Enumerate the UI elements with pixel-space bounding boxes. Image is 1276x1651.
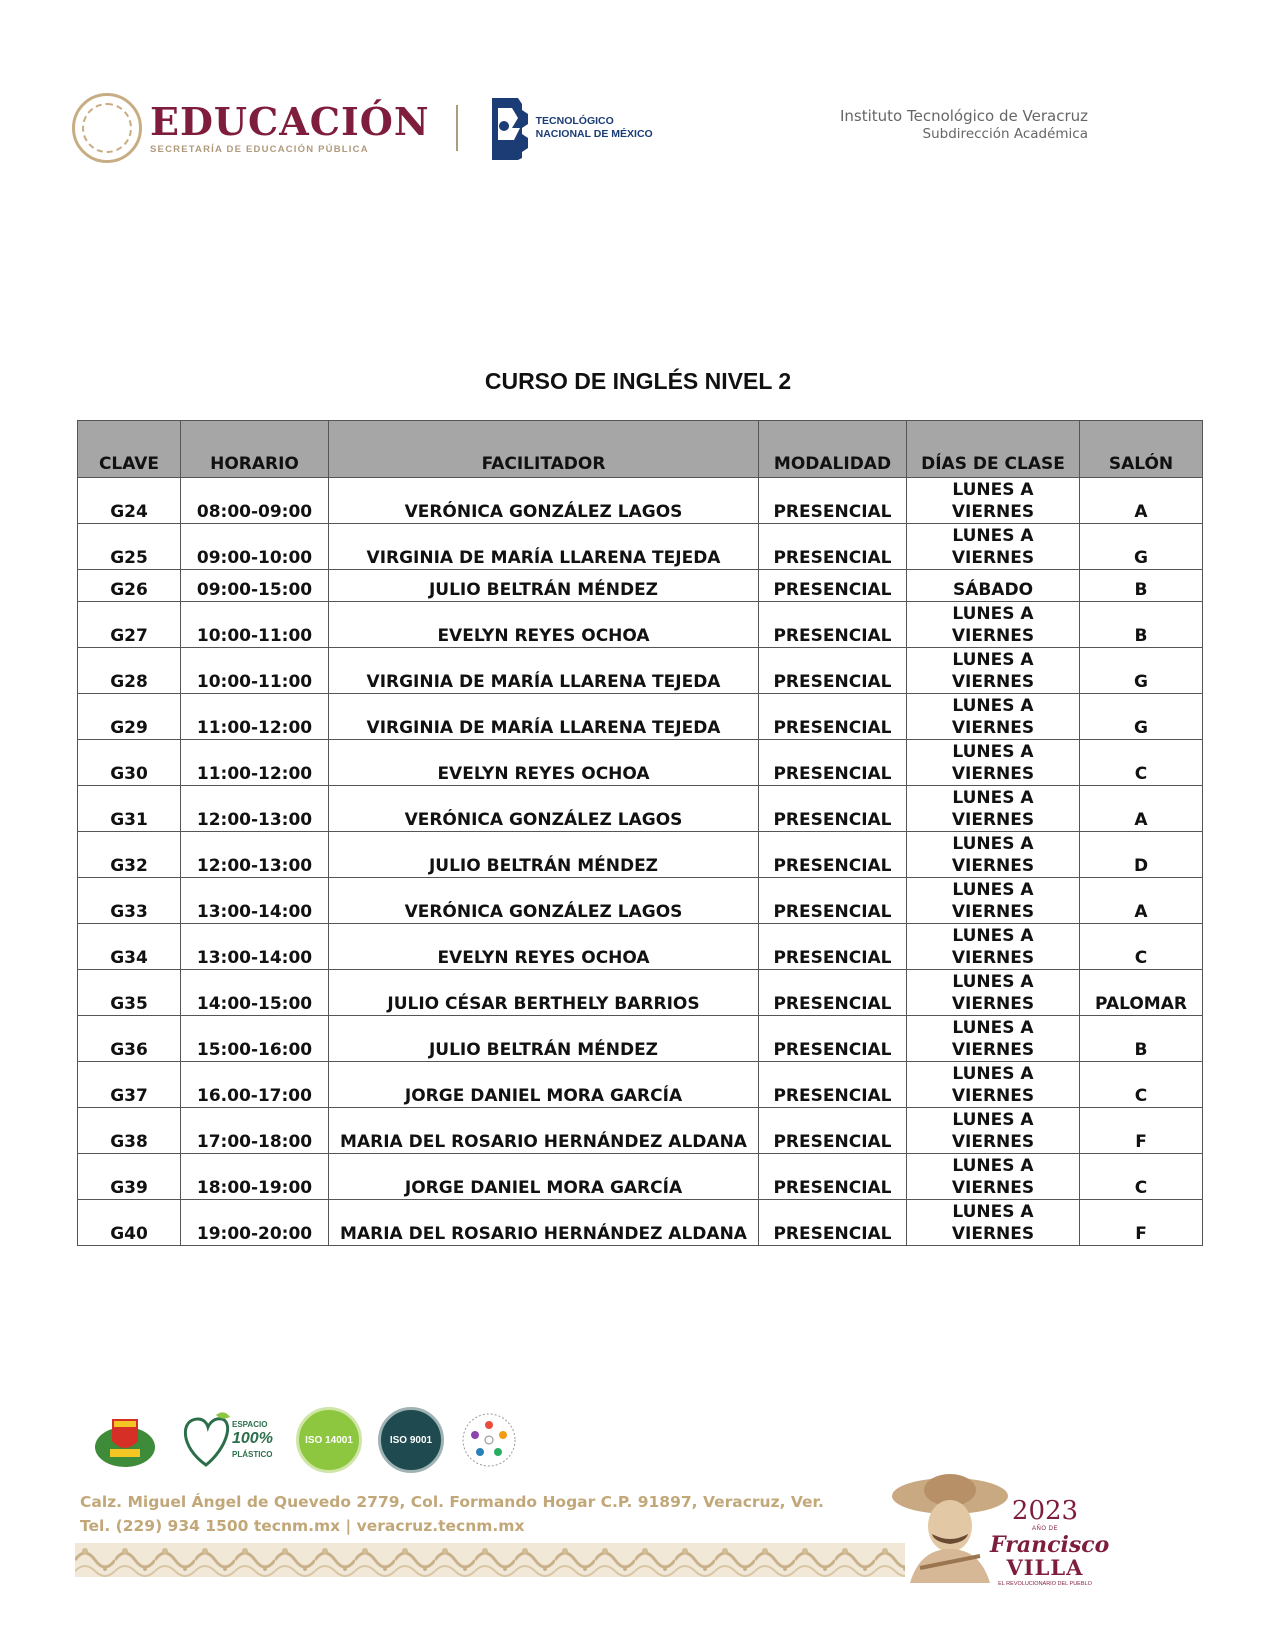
col-modalidad-header: MODALIDAD	[759, 421, 907, 478]
tecnm-gear-icon	[482, 94, 530, 162]
table-row	[78, 878, 1203, 924]
address-line: Calz. Miguel Ángel de Quevedo 2779, Col. Formando Hogar C.P. 91897, Veracruz, Ver.	[80, 1493, 824, 1511]
cell-dias: LUNES A VIERNES	[907, 1062, 1080, 1108]
col-facilitador-header: FACILITADOR	[329, 421, 759, 478]
cell-dias: LUNES A VIERNES	[907, 602, 1080, 648]
table-row	[78, 1062, 1203, 1108]
educacion-title: EDUCACIÓN	[150, 98, 430, 144]
villa-subtitle: EL REVOLUCIONARIO DEL PUEBLO	[998, 1581, 1092, 1587]
plastic-free-icon	[176, 1409, 280, 1471]
cell-horario: 12:00-13:00	[181, 786, 329, 832]
itv-shield-icon	[90, 1409, 160, 1471]
cell-dias: LUNES A VIERNES	[907, 1200, 1080, 1246]
cell-horario: 16.00-17:00	[181, 1062, 329, 1108]
cell-clave: G37	[78, 1062, 181, 1108]
cell-clave: G31	[78, 786, 181, 832]
cell-salon: A	[1080, 786, 1203, 832]
cell-modalidad: PRESENCIAL	[759, 832, 907, 878]
cell-salon: D	[1080, 832, 1203, 878]
cell-dias: LUNES A VIERNES	[907, 524, 1080, 570]
cell-facilitador: VERÓNICA GONZÁLEZ LAGOS	[329, 478, 759, 524]
gender-equality-ring-icon	[460, 1411, 518, 1469]
tecnm-line1: TECNOLÓGICO	[535, 115, 614, 127]
cell-clave: G34	[78, 924, 181, 970]
table-row	[78, 602, 1203, 648]
table-row	[78, 740, 1203, 786]
cell-horario: 11:00-12:00	[181, 694, 329, 740]
cell-horario: 13:00-14:00	[181, 924, 329, 970]
cell-facilitador: VERÓNICA GONZÁLEZ LAGOS	[329, 878, 759, 924]
table-header-row	[78, 421, 1203, 478]
col-horario-header: HORARIO	[181, 421, 329, 478]
cell-dias: SÁBADO	[907, 570, 1080, 602]
table-row	[78, 524, 1203, 570]
cell-horario: 10:00-11:00	[181, 602, 329, 648]
cell-facilitador: JORGE DANIEL MORA GARCÍA	[329, 1062, 759, 1108]
cell-modalidad: PRESENCIAL	[759, 924, 907, 970]
cell-clave: G40	[78, 1200, 181, 1246]
sep-logo	[150, 98, 430, 155]
cell-clave: G27	[78, 602, 181, 648]
col-dias-header: DÍAS DE CLASE	[907, 421, 1080, 478]
table-row	[78, 786, 1203, 832]
year-number: 2023	[1011, 1496, 1079, 1526]
decorative-pattern	[75, 1543, 905, 1577]
cell-salon: G	[1080, 524, 1203, 570]
cell-dias: LUNES A VIERNES	[907, 648, 1080, 694]
cell-salon: F	[1080, 1108, 1203, 1154]
cell-facilitador: EVELYN REYES OCHOA	[329, 924, 759, 970]
svg-text:ESPACIO: ESPACIO	[232, 1420, 268, 1429]
iso-9001-label: ISO 9001	[389, 1434, 433, 1446]
table-row	[78, 924, 1203, 970]
cell-facilitador: JULIO BELTRÁN MÉNDEZ	[329, 832, 759, 878]
cell-clave: G36	[78, 1016, 181, 1062]
cell-facilitador: VIRGINIA DE MARÍA LLARENA TEJEDA	[329, 524, 759, 570]
cell-horario: 09:00-15:00	[181, 570, 329, 602]
cell-salon: G	[1080, 694, 1203, 740]
department-name: Subdirección Académica	[922, 126, 1088, 142]
footer-address	[80, 1490, 824, 1538]
cell-dias: LUNES A VIERNES	[907, 970, 1080, 1016]
table-row	[78, 832, 1203, 878]
cell-horario: 12:00-13:00	[181, 832, 329, 878]
cell-modalidad: PRESENCIAL	[759, 1016, 907, 1062]
table-row	[78, 1108, 1203, 1154]
cell-modalidad: PRESENCIAL	[759, 602, 907, 648]
cell-salon: F	[1080, 1200, 1203, 1246]
cell-facilitador: VIRGINIA DE MARÍA LLARENA TEJEDA	[329, 694, 759, 740]
cell-horario: 19:00-20:00	[181, 1200, 329, 1246]
cell-modalidad: PRESENCIAL	[759, 1062, 907, 1108]
cell-clave: G38	[78, 1108, 181, 1154]
cell-modalidad: PRESENCIAL	[759, 878, 907, 924]
table-row	[78, 970, 1203, 1016]
cell-modalidad: PRESENCIAL	[759, 524, 907, 570]
cell-modalidad: PRESENCIAL	[759, 786, 907, 832]
cell-dias: LUNES A VIERNES	[907, 1154, 1080, 1200]
cell-horario: 17:00-18:00	[181, 1108, 329, 1154]
cell-dias: LUNES A VIERNES	[907, 694, 1080, 740]
cell-salon: C	[1080, 740, 1203, 786]
cell-facilitador: MARIA DEL ROSARIO HERNÁNDEZ ALDANA	[329, 1108, 759, 1154]
table-row	[78, 694, 1203, 740]
francisco-text: Francisco	[990, 1532, 1110, 1558]
cell-horario: 18:00-19:00	[181, 1154, 329, 1200]
cell-modalidad: PRESENCIAL	[759, 1154, 907, 1200]
cell-modalidad: PRESENCIAL	[759, 694, 907, 740]
table-row	[78, 478, 1203, 524]
cell-horario: 15:00-16:00	[181, 1016, 329, 1062]
cell-clave: G24	[78, 478, 181, 524]
cell-facilitador: MARIA DEL ROSARIO HERNÁNDEZ ALDANA	[329, 1200, 759, 1246]
col-salon-header: SALÓN	[1080, 421, 1203, 478]
schedule-table	[77, 420, 1203, 1246]
svg-text:PLÁSTICO: PLÁSTICO	[232, 1450, 273, 1459]
year-subtitle: AÑO DE	[1031, 1526, 1058, 1532]
page-title: CURSO DE INGLÉS NIVEL 2	[484, 368, 792, 394]
institute-name: Instituto Tecnológico de Veracruz	[839, 107, 1088, 125]
cell-dias: LUNES A VIERNES	[907, 478, 1080, 524]
cell-horario: 08:00-09:00	[181, 478, 329, 524]
cell-dias: LUNES A VIERNES	[907, 786, 1080, 832]
table-row	[78, 648, 1203, 694]
table-row	[78, 1154, 1203, 1200]
mexico-seal-icon	[72, 93, 142, 163]
cell-dias: LUNES A VIERNES	[907, 740, 1080, 786]
cell-facilitador: JULIO BELTRÁN MÉNDEZ	[329, 1016, 759, 1062]
table-row	[78, 570, 1203, 602]
cell-facilitador: JORGE DANIEL MORA GARCÍA	[329, 1154, 759, 1200]
col-clave-header: CLAVE	[78, 421, 181, 478]
cell-modalidad: PRESENCIAL	[759, 570, 907, 602]
cell-horario: 14:00-15:00	[181, 970, 329, 1016]
cell-facilitador: EVELYN REYES OCHOA	[329, 602, 759, 648]
cell-horario: 10:00-11:00	[181, 648, 329, 694]
iso-9001-badge	[378, 1407, 444, 1473]
cell-clave: G35	[78, 970, 181, 1016]
cell-horario: 13:00-14:00	[181, 878, 329, 924]
year-logo	[990, 1496, 1110, 1589]
cell-facilitador: EVELYN REYES OCHOA	[329, 740, 759, 786]
table-row	[78, 1200, 1203, 1246]
villa-text: VILLA	[1006, 1555, 1084, 1580]
cell-dias: LUNES A VIERNES	[907, 1016, 1080, 1062]
cell-salon: A	[1080, 878, 1203, 924]
tecnm-line2: NACIONAL DE MÉXICO	[535, 128, 653, 140]
cell-salon: C	[1080, 1062, 1203, 1108]
iso-14001-badge	[296, 1407, 362, 1473]
cell-dias: LUNES A VIERNES	[907, 1108, 1080, 1154]
cell-clave: G28	[78, 648, 181, 694]
cell-modalidad: PRESENCIAL	[759, 478, 907, 524]
cell-modalidad: PRESENCIAL	[759, 740, 907, 786]
cell-dias: LUNES A VIERNES	[907, 832, 1080, 878]
cell-dias: LUNES A VIERNES	[907, 878, 1080, 924]
educacion-subtitle: SECRETARÍA DE EDUCACIÓN PÚBLICA	[150, 143, 369, 155]
cell-clave: G26	[78, 570, 181, 602]
cell-clave: G30	[78, 740, 181, 786]
cell-modalidad: PRESENCIAL	[759, 1200, 907, 1246]
cell-facilitador: VIRGINIA DE MARÍA LLARENA TEJEDA	[329, 648, 759, 694]
cell-facilitador: JULIO BELTRÁN MÉNDEZ	[329, 570, 759, 602]
cell-salon: C	[1080, 924, 1203, 970]
contact-line: Tel. (229) 934 1500 tecnm.mx | veracruz.tecnm.mx	[80, 1517, 525, 1535]
cell-facilitador: VERÓNICA GONZÁLEZ LAGOS	[329, 786, 759, 832]
iso-14001-label: ISO 14001	[305, 1434, 353, 1446]
cell-clave: G33	[78, 878, 181, 924]
cell-modalidad: PRESENCIAL	[759, 1108, 907, 1154]
table-row	[78, 1016, 1203, 1062]
cell-horario: 09:00-10:00	[181, 524, 329, 570]
cell-salon: B	[1080, 570, 1203, 602]
cell-salon: B	[1080, 602, 1203, 648]
header-logos	[72, 88, 653, 168]
logo-divider	[456, 105, 458, 151]
certification-badges	[90, 1405, 518, 1475]
cell-salon: C	[1080, 1154, 1203, 1200]
cell-salon: G	[1080, 648, 1203, 694]
cell-clave: G32	[78, 832, 181, 878]
cell-modalidad: PRESENCIAL	[759, 970, 907, 1016]
cell-salon: B	[1080, 1016, 1203, 1062]
cell-modalidad: PRESENCIAL	[759, 648, 907, 694]
tecnm-wordmark	[536, 115, 653, 141]
svg-text:100%: 100%	[232, 1430, 273, 1447]
cell-salon: PALOMAR	[1080, 970, 1203, 1016]
cell-clave: G39	[78, 1154, 181, 1200]
cell-facilitador: JULIO CÉSAR BERTHELY BARRIOS	[329, 970, 759, 1016]
cell-horario: 11:00-12:00	[181, 740, 329, 786]
cell-clave: G25	[78, 524, 181, 570]
cell-dias: LUNES A VIERNES	[907, 924, 1080, 970]
institute-header	[840, 107, 1088, 142]
cell-clave: G29	[78, 694, 181, 740]
cell-salon: A	[1080, 478, 1203, 524]
